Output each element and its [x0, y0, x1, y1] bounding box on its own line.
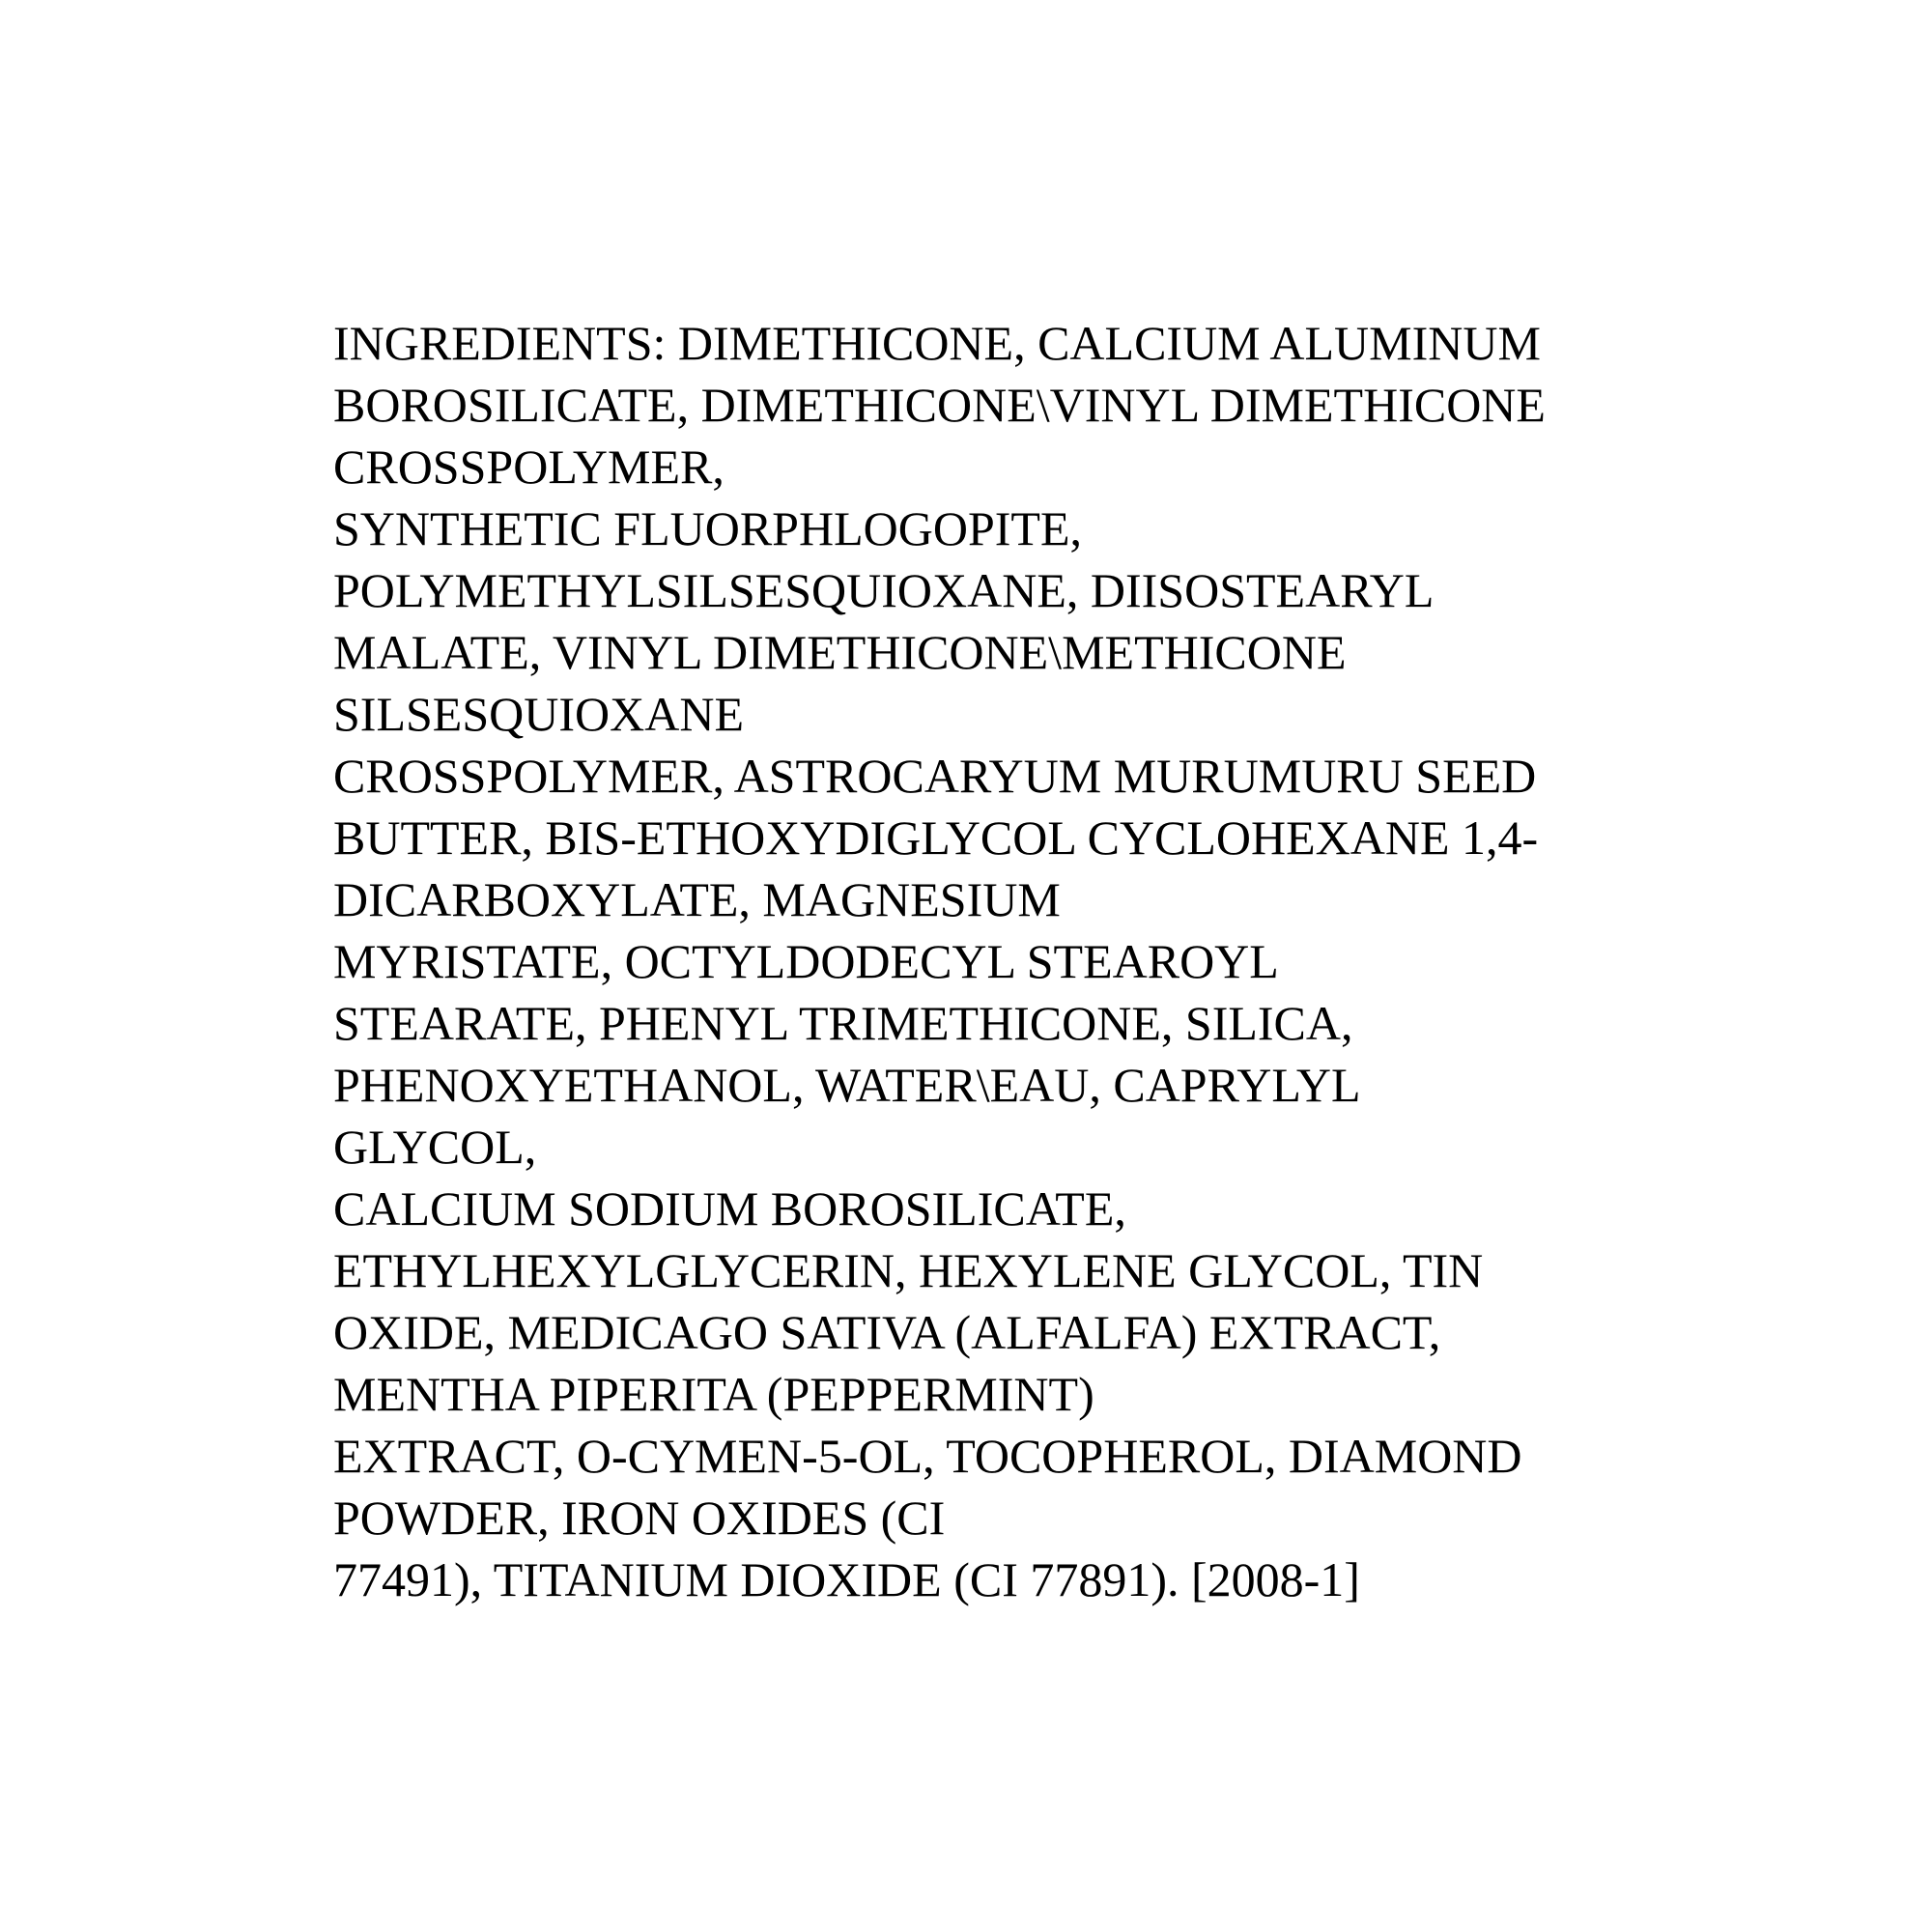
ingredients-line: INGREDIENTS: DIMETHICONE, CALCIUM ALUMINUM	[333, 316, 1541, 370]
ingredients-line: GLYCOL,	[333, 1120, 537, 1174]
ingredients-line: STEARATE, PHENYL TRIMETHICONE, SILICA,	[333, 996, 1353, 1050]
ingredients-line: 77491), TITANIUM DIOXIDE (CI 77891). [2008-1]	[333, 1552, 1360, 1606]
ingredients-line: SYNTHETIC FLUORPHLOGOPITE,	[333, 501, 1082, 555]
ingredients-line: ETHYLHEXYLGLYCERIN, HEXYLENE GLYCOL, TIN	[333, 1243, 1484, 1297]
ingredients-line: OXIDE, MEDICAGO SATIVA (ALFALFA) EXTRACT,	[333, 1305, 1441, 1359]
ingredients-line: BOROSILICATE, DIMETHICONE\VINYL DIMETHICONE	[333, 378, 1546, 432]
ingredients-line: EXTRACT, O-CYMEN-5-OL, TOCOPHEROL, DIAMOND	[333, 1429, 1522, 1483]
ingredients-line: MALATE, VINYL DIMETHICONE\METHICONE	[333, 625, 1347, 679]
ingredients-line: PHENOXYETHANOL, WATER\EAU, CAPRYLYL	[333, 1058, 1361, 1112]
ingredients-line: SILSESQUIOXANE	[333, 687, 744, 741]
ingredients-line: POWDER, IRON OXIDES (CI	[333, 1491, 946, 1545]
ingredients-line: MENTHA PIPERITA (PEPPERMINT)	[333, 1367, 1094, 1421]
ingredients-line: POLYMETHYLSILSESQUIOXANE, DIISOSTEARYL	[333, 563, 1435, 617]
ingredients-line: CROSSPOLYMER, ASTROCARYUM MURUMURU SEED	[333, 749, 1537, 803]
ingredients-text-block	[333, 312, 1686, 1610]
ingredients-line: BUTTER, BIS-ETHOXYDIGLYCOL CYCLOHEXANE 1,4-	[333, 810, 1539, 865]
ingredients-line: MYRISTATE, OCTYLDODECYL STEAROYL	[333, 934, 1279, 988]
ingredients-line: CALCIUM SODIUM BOROSILICATE,	[333, 1181, 1126, 1236]
ingredients-line: CROSSPOLYMER,	[333, 440, 724, 494]
ingredients-line: DICARBOXYLATE, MAGNESIUM	[333, 872, 1061, 926]
